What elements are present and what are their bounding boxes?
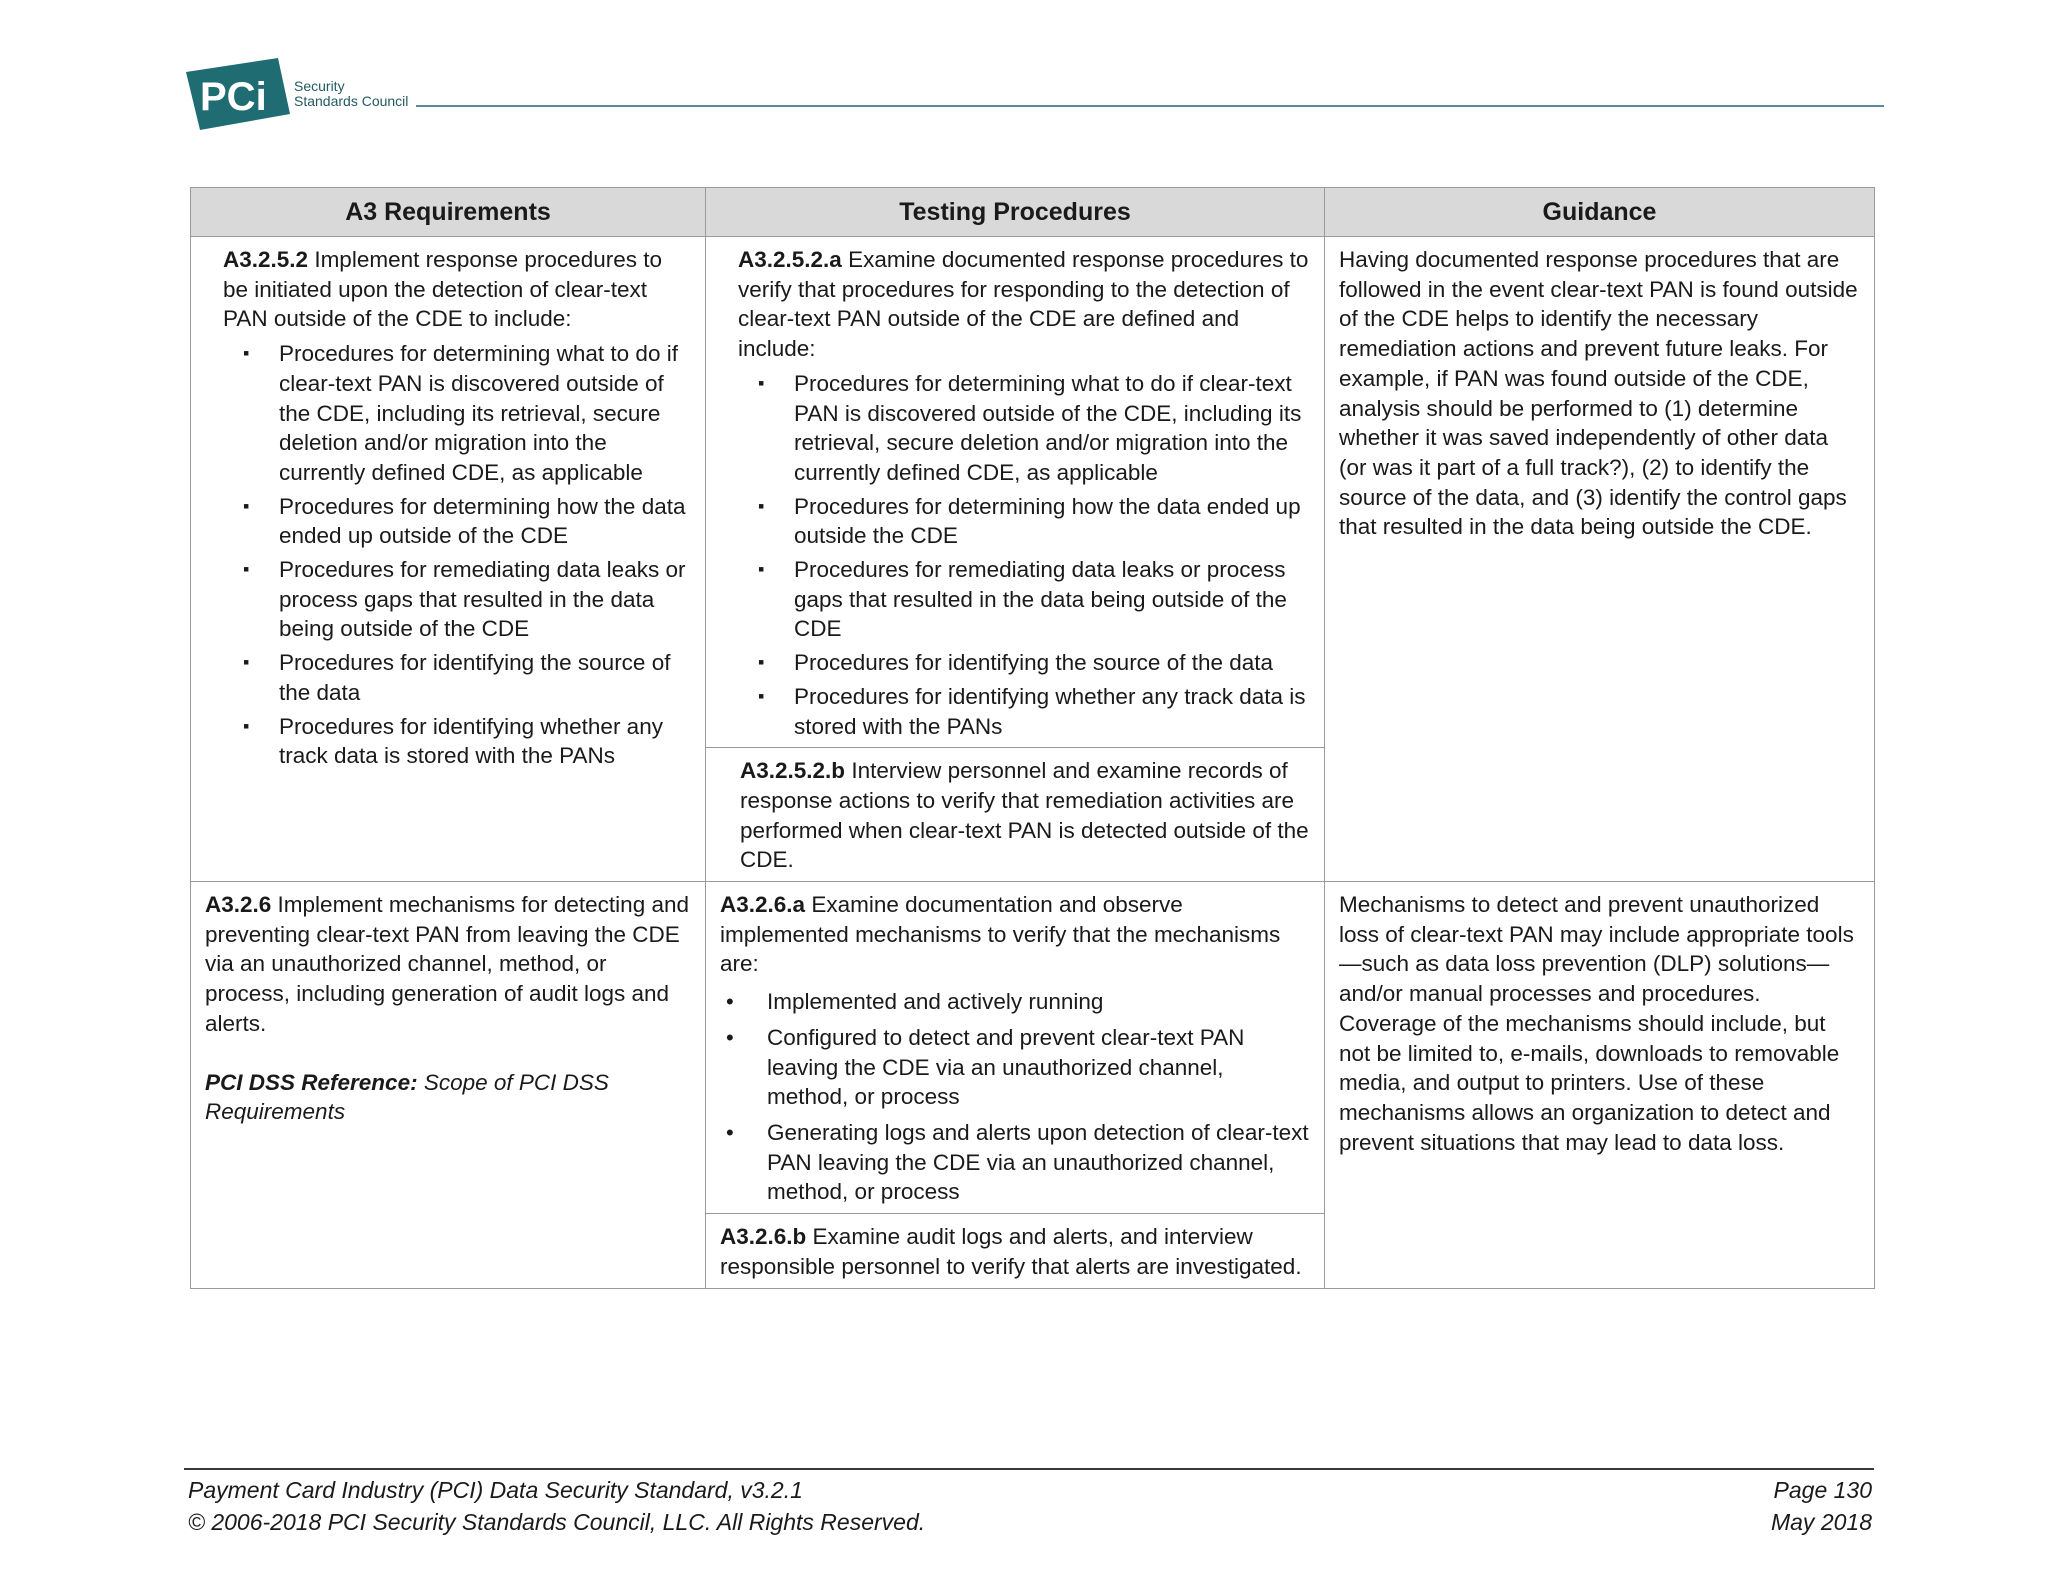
procedure-id: A3.2.5.2.a — [738, 247, 842, 272]
requirement-text — [223, 245, 689, 334]
procedure-desc: Examine documented response procedures to verify that procedures for responding to the detection of clear-text PAN outside of the CDE are defined and include: — [738, 247, 1309, 362]
guidance-cell: Having documented response procedures that are followed in the event clear-text PAN is found outside of the CDE helps to identify the necessary remediation actions and prevent future leaks. For example, if PAN was found outside of the CDE, analysis should be performed to (1) determine whether it was saved independently of other data (or was it part of a full track?), (2) to identify the source of the data, and (3) identify the control gaps that resulted in the data being outside the CDE. — [1325, 237, 1875, 882]
procedure-desc: Examine audit logs and alerts, and interview responsible personnel to verify that alerts are investigated. — [720, 1224, 1302, 1279]
pci-logo — [186, 58, 416, 130]
requirements-table — [190, 187, 1875, 1289]
footer-copyright: © 2006-2018 PCI Security Standards Council, LLC. All Rights Reserved. — [188, 1509, 926, 1535]
procedure-desc: Examine documentation and observe implemented mechanisms to verify that the mechanisms are: — [720, 892, 1281, 977]
list-item: ▪ Procedures for determining what to do if clear-text PAN is discovered outside of the CDE, including its retrieval, secure deletion and/or migration into the currently defined CDE, as applicable — [738, 369, 1310, 488]
testing-cell — [706, 237, 1325, 882]
procedure-bullets — [720, 987, 1310, 1207]
testing-procedure-b — [706, 747, 1324, 875]
footer-page-number: Page 130 — [1773, 1477, 1872, 1503]
list-item: ▪ Procedures for identifying the source of the data — [223, 648, 689, 707]
procedure-id: A3.2.6.b — [720, 1224, 807, 1250]
list-item: • Generating logs and alerts upon detection of clear-text PAN leaving the CDE via an unauthorized channel, method, or process — [720, 1118, 1310, 1207]
requirement-desc: Implement mechanisms for detecting and preventing clear-text PAN from leaving the CDE via an unauthorized channel, method, or process, including generation of audit logs and alerts. — [205, 892, 689, 1036]
requirement-id: A3.2.5.2 — [223, 247, 309, 272]
list-item: ▪ Procedures for determining what to do if clear-text PAN is discovered outside of the CDE, including its retrieval, secure deletion and/or migration into the currently defined CDE, as applicable — [223, 339, 689, 488]
list-item: ▪ Procedures for determining how the data ended up outside the CDE — [738, 492, 1310, 551]
pci-dss-reference — [205, 1068, 691, 1127]
logo-line-2: Standards Council — [294, 93, 409, 109]
footer-rule — [184, 1468, 1874, 1470]
guidance-cell: Mechanisms to detect and prevent unauthorized loss of clear-text PAN may include appropriate tools—such as data loss prevention (DLP) solutions—and/or manual processes and procedures. Coverage of the mechanisms should include, but not be limited to, e-mails, downloads to removable media, and output to printers. Use of these mechanisms allows an organization to detect and prevent situations that may lead to data loss. — [1325, 882, 1875, 1288]
logo-line-1: Security — [294, 78, 345, 94]
requirement-cell — [191, 237, 706, 882]
list-item: ▪ Procedures for identifying whether any track data is stored with the PANs — [223, 712, 689, 771]
table-row — [191, 237, 1875, 882]
table-header-row — [191, 188, 1875, 237]
requirement-id: A3.2.6 — [205, 892, 272, 918]
procedure-desc: Interview personnel and examine records of response actions to verify that remediation activities are performed when clear-text PAN is detected outside of the CDE. — [740, 758, 1309, 873]
footer-standard: Payment Card Industry (PCI) Data Security Standard, v3.2.1 — [188, 1477, 803, 1503]
pci-logo-mark — [186, 58, 296, 130]
testing-cell — [706, 882, 1325, 1288]
requirement-desc: Implement response procedures to be initiated upon the detection of clear-text PAN outside of the CDE to include: — [223, 247, 662, 332]
list-item: ▪ Procedures for remediating data leaks or process gaps that resulted in the data being outside of the CDE — [223, 555, 689, 644]
testing-procedure-a — [738, 245, 1310, 364]
procedure-bullets — [738, 369, 1310, 741]
list-item: ▪ Procedures for determining how the data ended up outside of the CDE — [223, 492, 689, 551]
requirement-text — [205, 890, 691, 1039]
testing-procedure-a — [720, 890, 1310, 979]
column-header-testing: Testing Procedures — [706, 188, 1325, 237]
list-item: • Implemented and actively running — [720, 987, 1310, 1017]
procedure-id: A3.2.6.a — [720, 892, 806, 918]
testing-procedure-b — [706, 1213, 1324, 1281]
footer-date: May 2018 — [1770, 1509, 1872, 1535]
header-rule — [416, 105, 1884, 107]
procedure-id: A3.2.5.2.b — [740, 758, 846, 784]
reference-label: PCI DSS Reference: — [205, 1069, 418, 1095]
column-header-requirements: A3 Requirements — [191, 188, 706, 237]
table-row — [191, 882, 1875, 1288]
reference-text: Scope of PCI DSS Requirements — [205, 1069, 609, 1125]
requirement-cell — [191, 882, 706, 1288]
list-item: ▪ Procedures for identifying the source of the data — [738, 648, 1310, 678]
requirement-bullets — [223, 339, 689, 771]
list-item: ▪ Procedures for remediating data leaks or process gaps that resulted in the data being outside of the CDE — [738, 555, 1310, 644]
logo-mark-text: PCi — [200, 75, 267, 119]
column-header-guidance: Guidance — [1325, 188, 1875, 237]
logo-text — [294, 79, 408, 109]
list-item: ▪ Procedures for identifying whether any track data is stored with the PANs — [738, 682, 1310, 741]
list-item: • Configured to detect and prevent clear-text PAN leaving the CDE via an unauthorized channel, method, or process — [720, 1023, 1310, 1112]
